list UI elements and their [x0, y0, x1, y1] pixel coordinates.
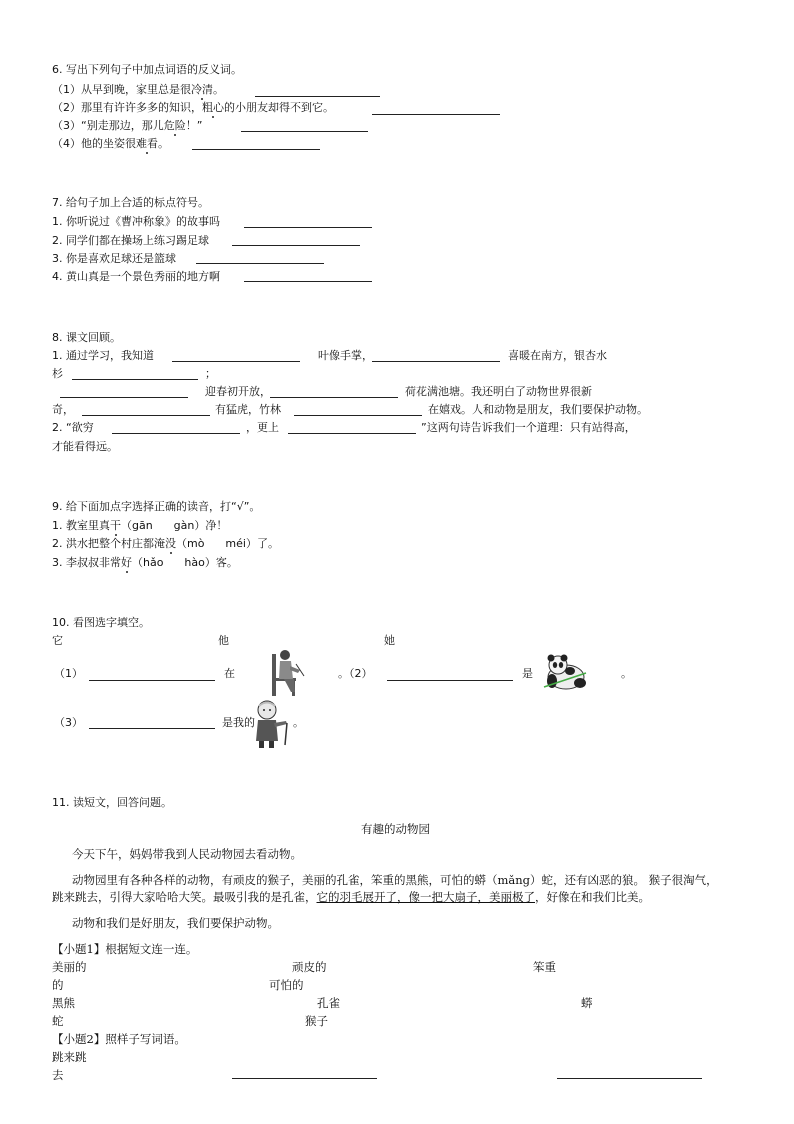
- q6-title: 6. 写出下列句子中加点词语的反义词。: [52, 63, 242, 76]
- q9-item-1-options[interactable]: （gān gàn）: [121, 519, 206, 532]
- q6-item-4: [52, 137, 169, 151]
- q10-row1-label-1: （1）: [54, 667, 83, 680]
- passage-paragraph-1: 今天下午，妈妈带我到人民动物园去看动物。: [72, 847, 302, 861]
- q9-item-3: [52, 556, 238, 570]
- passage-paragraph-2-line-1: 动物园里有各种各样的动物，有顽皮的猴子，美丽的孔雀，笨重的黑熊，可怕的蟒（mǎng）蛇，还有凶恶的狼。 猴子很淘气，: [72, 873, 718, 887]
- q7-item-2: 2. 同学们都在操场上练习踢足球: [52, 234, 209, 247]
- q8-blank-1[interactable]: [172, 361, 300, 362]
- passage-text: 跳来跳去，引得大家哈哈大笑。最吸引我的是孔雀，: [52, 890, 317, 904]
- match-item[interactable]: 笨重: [533, 960, 556, 974]
- q6-item-4-end: 。: [158, 137, 169, 150]
- match-item[interactable]: 孔雀: [317, 996, 340, 1010]
- q8-line3-a: 迎春初开放，: [205, 385, 271, 398]
- q10-answer-2[interactable]: [387, 680, 513, 681]
- match-item[interactable]: 黑熊: [52, 996, 75, 1010]
- q6-item-1-dotted: 冷清: [191, 83, 213, 96]
- q8-line2-b: ；: [205, 367, 216, 380]
- q8-title: 8. 课文回顾。: [52, 331, 121, 344]
- q9-item-1: [52, 519, 227, 533]
- q6-item-2-dotted: 粗心: [202, 101, 224, 114]
- q9-item-2-end: 了。: [256, 537, 279, 550]
- match-item[interactable]: 的: [52, 978, 64, 992]
- q8-line1-a: 1. 通过学习，我知道: [52, 349, 154, 362]
- passage-paragraph-2-line-2: [52, 890, 650, 904]
- q6-answer-4[interactable]: [192, 149, 320, 150]
- q6-item-2-end: 的小朋友却得不到它。: [224, 101, 334, 114]
- q7-item-4: 4. 黄山真是一个景色秀丽的地方啊: [52, 270, 220, 283]
- example-word-part-1: 跳来跳: [52, 1050, 87, 1064]
- q6-item-4-dotted: 难看: [136, 137, 158, 150]
- q7-answer-4[interactable]: [244, 281, 372, 282]
- q10-row1-label-2: 。（2）: [338, 667, 373, 680]
- q9-item-1-end: 净！: [205, 519, 228, 532]
- subquestion-2-title: 【小题2】照样子写词语。: [52, 1032, 186, 1046]
- q6-item-1-end: 。: [213, 83, 224, 96]
- q10-row2-label: （3）: [54, 716, 83, 729]
- match-item[interactable]: 可怕的: [269, 978, 304, 992]
- q6-item-3-text: （3）“别走那边，那儿: [52, 119, 164, 132]
- q6-item-3-dotted: 危险: [163, 119, 186, 132]
- q10-answer-1[interactable]: [89, 680, 215, 681]
- example-word-part-2: 去: [52, 1068, 64, 1082]
- q10-title: 10. 看图选字填空。: [52, 616, 150, 629]
- q8-blank-2[interactable]: [372, 361, 500, 362]
- q8-blank-8[interactable]: [112, 433, 240, 434]
- q9-item-3-text: 3. 李叔叔非常: [52, 556, 121, 569]
- q9-item-1-text: 1. 教室里真: [52, 519, 110, 532]
- q9-item-3-end: 客。: [215, 556, 238, 569]
- q10-choice-2: 他: [218, 634, 229, 647]
- q8-line2-a: 杉: [52, 367, 63, 380]
- word-answer-1[interactable]: [232, 1078, 377, 1079]
- q10-row1-shi: 是: [522, 667, 533, 680]
- q8-blank-9[interactable]: [288, 433, 416, 434]
- q6-item-1: [52, 83, 224, 97]
- passage-underlined-sentence: 它的羽毛展开了，像一把大扇子，美丽极了: [316, 890, 535, 904]
- q10-row1-end: 。: [621, 667, 632, 680]
- match-item[interactable]: 蛇: [52, 1014, 64, 1028]
- q10-choice-3: 她: [384, 634, 395, 647]
- q8-line5-b: ，更上: [246, 421, 279, 434]
- q10-choice-1: 它: [52, 634, 63, 647]
- elderly-man-icon: [252, 697, 294, 749]
- q11-title: 11. 读短文，回答问题。: [52, 796, 172, 809]
- q6-item-3-end: ！”: [185, 119, 203, 132]
- passage-paragraph-3: 动物和我们是好朋友，我们要保护动物。: [72, 916, 279, 930]
- q7-item-3: 3. 你是喜欢足球还是篮球: [52, 252, 176, 265]
- q8-blank-4[interactable]: [60, 397, 188, 398]
- q6-item-3: [52, 119, 202, 133]
- q8-blank-6[interactable]: [82, 415, 210, 416]
- q9-item-2-dotted: 没: [165, 537, 176, 550]
- q8-line4-c: 在嬉戏。人和动物是朋友，我们要保护动物。: [428, 403, 648, 416]
- q8-line3-b: 荷花满池塘。我还明白了动物世界很新: [405, 385, 592, 398]
- q9-item-3-options[interactable]: （hǎo hào）: [132, 556, 216, 569]
- q8-line5-c: ”这两句诗告诉我们一个道理：只有站得高，: [421, 421, 636, 434]
- match-item[interactable]: 蟒: [581, 996, 593, 1010]
- q7-answer-3[interactable]: [196, 263, 324, 264]
- q6-answer-3[interactable]: [241, 131, 368, 132]
- q6-item-1-text: （1）从早到晚，家里总是很: [52, 83, 191, 96]
- q10-row1-zai: 在: [224, 667, 235, 680]
- q9-item-2-options[interactable]: （mò méi）: [176, 537, 257, 550]
- q9-item-1-dotted: 干: [110, 519, 121, 532]
- q7-title: 7. 给句子加上合适的标点符号。: [52, 196, 209, 209]
- q6-answer-2[interactable]: [372, 114, 500, 115]
- q8-blank-5[interactable]: [270, 397, 398, 398]
- q7-answer-2[interactable]: [232, 245, 360, 246]
- passage-text-end: ，好像在和我们比美。: [535, 890, 650, 904]
- word-answer-2[interactable]: [557, 1078, 702, 1079]
- q8-line6: 才能看得远。: [52, 440, 118, 453]
- match-item[interactable]: 顽皮的: [292, 960, 327, 974]
- q6-item-4-text: （4）他的坐姿很: [52, 137, 136, 150]
- subquestion-1-title: 【小题1】根据短文连一连。: [52, 942, 198, 956]
- q6-item-2-text: （2）那里有许许多多的知识，: [52, 101, 202, 114]
- panda-icon: [540, 653, 590, 691]
- q9-item-3-dotted: 好: [121, 556, 132, 569]
- match-item[interactable]: 美丽的: [52, 960, 87, 974]
- q9-item-2-text: 2. 洪水把整个村庄都淹: [52, 537, 165, 550]
- q10-answer-3[interactable]: [89, 728, 215, 729]
- q8-line5-a: 2. “欲穷: [52, 421, 94, 434]
- q6-item-2: [52, 101, 334, 115]
- q10-row2-shiwode: 是我的: [222, 716, 255, 729]
- q7-item-1: 1. 你听说过《曹冲称象》的故事吗: [52, 215, 220, 228]
- knitting-woman-icon: [268, 648, 308, 698]
- q7-answer-1[interactable]: [244, 227, 372, 228]
- q8-line1-c: 喜暖在南方，银杏水: [508, 349, 607, 362]
- q8-line1-b: 叶像手掌，: [318, 349, 373, 362]
- passage-title: 有趣的动物园: [361, 822, 430, 836]
- match-item[interactable]: 猴子: [305, 1014, 328, 1028]
- q8-line4-a: 奇，: [52, 403, 74, 416]
- q9-item-2: [52, 537, 279, 551]
- q8-line4-b: 有猛虎，竹林: [215, 403, 281, 416]
- q8-blank-3[interactable]: [72, 379, 198, 380]
- q10-row2-end: 。: [293, 716, 304, 729]
- q9-title: 9. 给下面加点字选择正确的读音，打“√”。: [52, 500, 261, 513]
- q8-blank-7[interactable]: [294, 415, 422, 416]
- q6-answer-1[interactable]: [255, 96, 380, 97]
